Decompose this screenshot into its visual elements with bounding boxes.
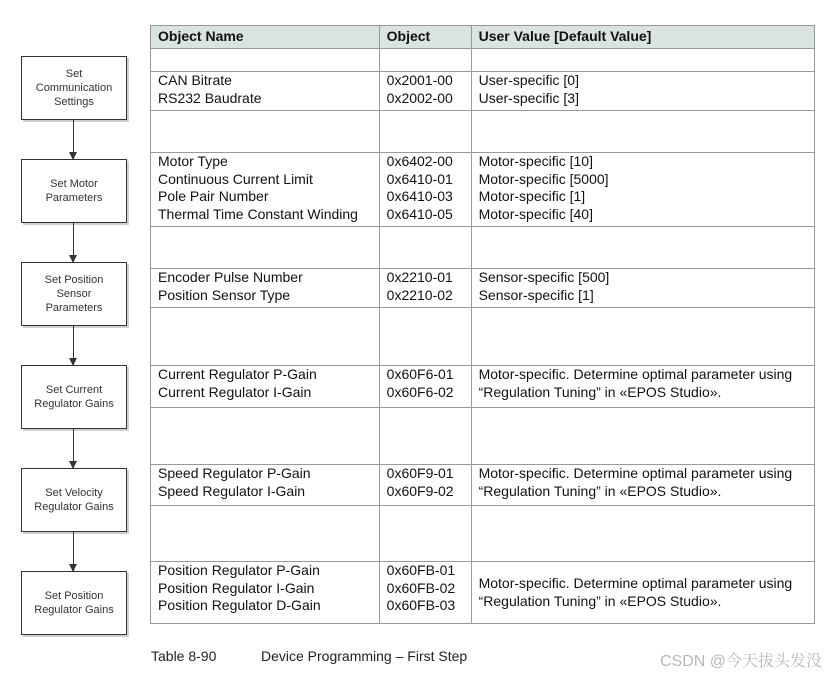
cell-object-names: Current Regulator P-Gain Current Regulator I-Gain (151, 366, 380, 408)
flow-step-label: Set Velocity Regulator Gains (34, 487, 114, 513)
cell-user-values: User-specific [0] User-specific [3] (471, 72, 814, 111)
table-caption (151, 648, 467, 664)
flow-step-label: Set Current Regulator Gains (34, 384, 114, 410)
flow-step-label: Set Position Regulator Gains (34, 590, 114, 616)
flow-step-motor (21, 159, 127, 223)
spacer-row (151, 49, 815, 72)
cell-object-names: Encoder Pulse Number Position Sensor Type (151, 269, 380, 308)
table-row (151, 366, 815, 408)
table-row (151, 465, 815, 506)
spacer-row (151, 227, 815, 269)
flow-step-current-gains (21, 365, 127, 429)
cell-object-indices: 0x2210-01 0x2210-02 (379, 269, 471, 308)
watermark: CSDN @今天拔头发没 (659, 653, 822, 670)
flow-arrow (73, 531, 74, 571)
spacer-row (151, 111, 815, 153)
table-row (151, 562, 815, 624)
cell-object-names: Speed Regulator P-Gain Speed Regulator I-Gain (151, 465, 380, 506)
flow-arrow (73, 222, 74, 262)
cell-object-indices: 0x60F9-01 0x60F9-02 (379, 465, 471, 506)
cell-object-names: CAN Bitrate RS232 Baudrate (151, 72, 380, 111)
flow-step-label: Set Position Sensor Parameters (44, 274, 104, 314)
cell-object-indices: 0x60FB-01 0x60FB-02 0x60FB-03 (379, 562, 471, 624)
spacer-row (151, 308, 815, 366)
flow-step-label: Set Communication Settings (35, 68, 113, 108)
caption-number: Table 8-90 (151, 648, 217, 664)
table-row (151, 269, 815, 308)
cell-user-values: Motor-specific. Determine optimal parameter using “Regulation Tuning” in «EPOS Studio». (471, 465, 814, 506)
cell-object-names: Motor Type Continuous Current Limit Pole Pair Number Thermal Time Constant Winding (151, 153, 380, 227)
cell-object-indices: 0x6402-00 0x6410-01 0x6410-03 0x6410-05 (379, 153, 471, 227)
caption-title: Device Programming – First Step (261, 648, 468, 664)
flow-step-communication (21, 56, 127, 120)
parameter-table (150, 25, 815, 624)
header-object: Object (379, 26, 471, 49)
cell-user-values: Sensor-specific [500] Sensor-specific [1] (471, 269, 814, 308)
cell-object-names: Position Regulator P-Gain Position Regulator I-Gain Position Regulator D-Gain (151, 562, 380, 624)
cell-object-indices: 0x2001-00 0x2002-00 (379, 72, 471, 111)
flow-arrow (73, 325, 74, 365)
cell-user-values: Motor-specific [10] Motor-specific [5000] Motor-specific [1] Motor-specific [40] (471, 153, 814, 227)
spacer-row (151, 408, 815, 465)
table-row (151, 153, 815, 227)
table-row (151, 72, 815, 111)
flow-step-position-gains (21, 571, 127, 635)
header-object-name: Object Name (151, 26, 380, 49)
flow-step-velocity-gains (21, 468, 127, 532)
cell-user-values: Motor-specific. Determine optimal parameter using “Regulation Tuning” in «EPOS Studio». (471, 366, 814, 408)
flow-step-position-sensor (21, 262, 127, 326)
table-header-row (151, 26, 815, 49)
cell-user-values: Motor-specific. Determine optimal parameter using “Regulation Tuning” in «EPOS Studio». (471, 562, 814, 624)
flow-arrow (73, 428, 74, 468)
flow-arrow (73, 119, 74, 159)
spacer-row (151, 506, 815, 562)
header-user-value: User Value [Default Value] (471, 26, 814, 49)
cell-object-indices: 0x60F6-01 0x60F6-02 (379, 366, 471, 408)
flow-step-label: Set Motor Parameters (45, 178, 103, 204)
